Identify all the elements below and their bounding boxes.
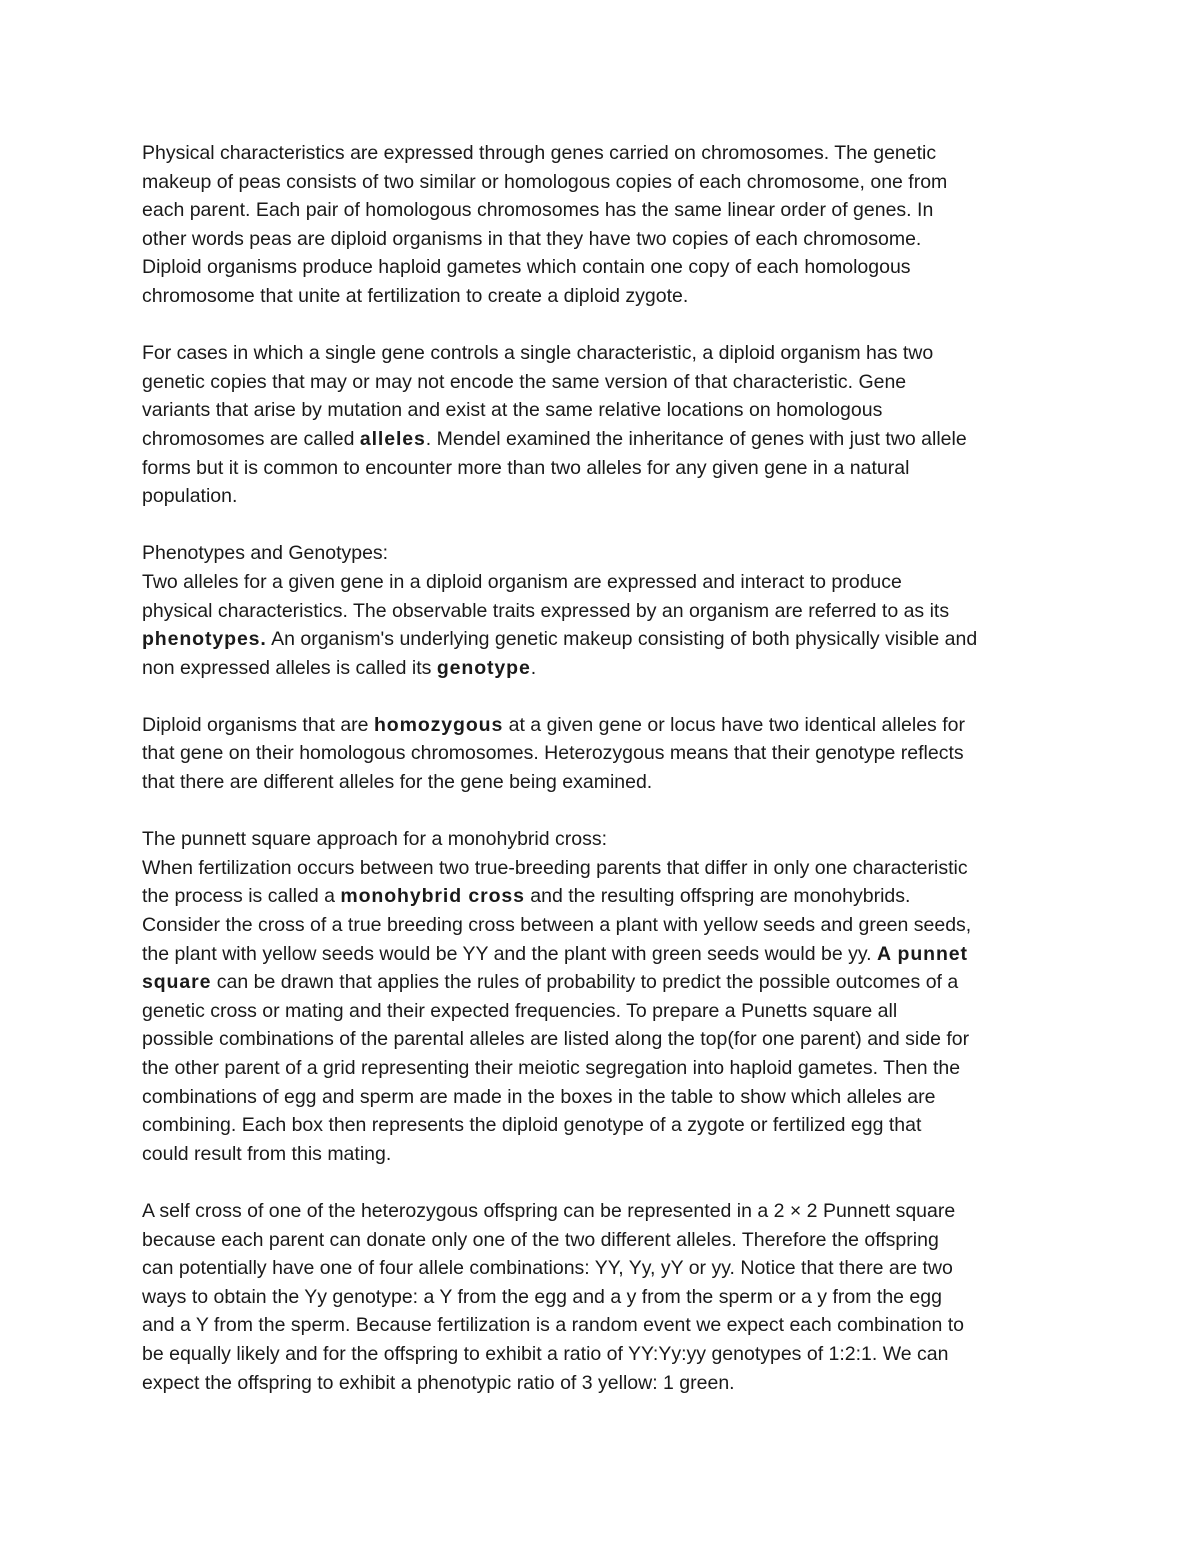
text-line xyxy=(142,568,1072,597)
text-line xyxy=(142,139,1072,168)
paragraph xyxy=(142,139,1072,311)
text-line xyxy=(142,625,1072,654)
bold-term: homozygous xyxy=(373,713,504,736)
text-line xyxy=(142,1111,1072,1140)
text-run: Two alleles for a given gene in a diploid organism are expressed and interact to produce xyxy=(142,570,902,593)
text-run: . Mendel examined the inheritance of genes with just two allele xyxy=(425,427,967,450)
text-run: the process is called a xyxy=(142,885,341,908)
text-run: each parent. Each pair of homologous chromosomes has the same linear order of genes. In xyxy=(142,199,934,222)
text-line xyxy=(142,825,1072,854)
text-line xyxy=(142,1226,1072,1255)
text-run: possible combinations of the parental alleles are listed along the top(for one parent) and side for xyxy=(142,1028,970,1051)
text-line xyxy=(142,911,1072,940)
text-run: could result from this mating. xyxy=(142,1142,392,1165)
bold-term: genotype xyxy=(436,656,531,679)
text-line xyxy=(142,882,1072,911)
text-run: chromosomes are called xyxy=(142,427,360,450)
text-run: physical characteristics. The observable traits expressed by an organism are referred to as its xyxy=(142,599,950,622)
text-run: and a Y from the sperm. Because fertilization is a random event we expect each combination to xyxy=(142,1314,964,1337)
text-run: When fertilization occurs between two true-breeding parents that differ in only one characteristic xyxy=(142,856,968,879)
text-run: can potentially have one of four allele combinations: YY, Yy, yY or yy. Notice that there are two xyxy=(142,1257,953,1280)
paragraph xyxy=(142,711,1072,797)
text-line xyxy=(142,768,1072,797)
text-run: genetic cross or mating and their expected frequencies. To prepare a Punetts square all xyxy=(142,999,898,1022)
text-run: expect the offspring to exhibit a phenotypic ratio of 3 yellow: 1 green. xyxy=(142,1371,735,1394)
text-line xyxy=(142,1140,1072,1169)
text-line xyxy=(142,1311,1072,1340)
text-run: Physical characteristics are expressed through genes carried on chromosomes. The genetic xyxy=(142,142,937,164)
text-line xyxy=(142,253,1072,282)
text-run: . xyxy=(530,656,537,679)
text-line xyxy=(142,997,1072,1026)
text-run: at a given gene or locus have two identical alleles for xyxy=(503,713,965,736)
text-line xyxy=(142,482,1072,511)
text-run: Diploid organisms produce haploid gametes which contain one copy of each homologous xyxy=(142,256,911,279)
text-run: genetic copies that may or may not encode the same version of that characteristic. Gene xyxy=(142,370,907,393)
text-run: the other parent of a grid representing their meiotic segregation into haploid gametes. Then the xyxy=(142,1057,961,1079)
text-line xyxy=(142,396,1072,425)
text-line xyxy=(142,968,1072,997)
bold-term: A punnet xyxy=(876,942,968,965)
text-line xyxy=(142,196,1072,225)
text-run: forms but it is common to encounter more than two alleles for any given gene in a natural xyxy=(142,456,910,479)
text-run: Phenotypes and Genotypes: xyxy=(142,542,389,565)
text-line xyxy=(142,597,1072,626)
text-run: Consider the cross of a true breeding cross between a plant with yellow seeds and green seeds, xyxy=(142,914,972,937)
text-run: ways to obtain the Yy genotype: a Y from the egg and a y from the sperm or a y from the egg xyxy=(142,1285,942,1308)
bold-term: monohybrid cross xyxy=(340,885,525,908)
text-run: variants that arise by mutation and exist at the same relative locations on homologous xyxy=(142,399,883,422)
text-run: combinations of egg and sperm are made in the boxes in the table to show which alleles are xyxy=(142,1085,936,1108)
text-line xyxy=(142,854,1072,883)
paragraph xyxy=(142,339,1072,511)
bold-term: alleles xyxy=(359,427,426,450)
paragraph xyxy=(142,539,1072,682)
paragraph xyxy=(142,825,1072,1168)
text-run: For cases in which a single gene controls a single characteristic, a diploid organism has two xyxy=(142,342,934,365)
text-line xyxy=(142,1369,1072,1398)
text-run: that there are different alleles for the gene being examined. xyxy=(142,771,653,794)
text-run: because each parent can donate only one of the two different alleles. Therefore the offspring xyxy=(142,1228,939,1251)
paragraph xyxy=(142,1197,1072,1397)
text-line xyxy=(142,1340,1072,1369)
text-line xyxy=(142,1025,1072,1054)
text-line xyxy=(142,425,1072,454)
text-run: be equally likely and for the offspring to exhibit a ratio of YY:Yy:yy genotypes of 1:2:1. We can xyxy=(142,1342,949,1365)
text-line xyxy=(142,168,1072,197)
text-run: population. xyxy=(142,485,238,508)
document-page xyxy=(142,139,1072,1426)
bold-term: phenotypes. xyxy=(142,628,267,651)
text-line xyxy=(142,1254,1072,1283)
text-run: other words peas are diploid organisms in that they have two copies of each chromosome. xyxy=(142,227,922,250)
text-run: A self cross of one of the heterozygous offspring can be represented in a 2 × 2 Punnett square xyxy=(142,1199,956,1222)
text-line xyxy=(142,1197,1072,1226)
text-line xyxy=(142,454,1072,483)
text-line xyxy=(142,1054,1072,1083)
text-run: the plant with yellow seeds would be YY and the plant with green seeds would be yy. xyxy=(142,942,877,965)
text-run: can be drawn that applies the rules of probability to predict the possible outcomes of a xyxy=(211,971,959,994)
text-line xyxy=(142,368,1072,397)
text-line xyxy=(142,1083,1072,1112)
text-line xyxy=(142,225,1072,254)
text-run: Diploid organisms that are xyxy=(142,713,374,736)
text-run: combining. Each box then represents the diploid genotype of a zygote or fertilized egg that xyxy=(142,1114,922,1137)
text-line xyxy=(142,739,1072,768)
text-line xyxy=(142,539,1072,568)
text-line xyxy=(142,1283,1072,1312)
bold-term: square xyxy=(142,971,212,994)
text-run: and the resulting offspring are monohybrids. xyxy=(524,885,911,908)
text-run: makeup of peas consists of two similar or homologous copies of each chromosome, one from xyxy=(142,170,948,193)
text-run: chromosome that unite at fertilization to create a diploid zygote. xyxy=(142,284,689,307)
text-line xyxy=(142,282,1072,311)
text-run: non expressed alleles is called its xyxy=(142,656,437,679)
text-run: An organism's underlying genetic makeup consisting of both physically visible and xyxy=(266,628,978,651)
text-line xyxy=(142,654,1072,683)
text-run: that gene on their homologous chromosomes. Heterozygous means that their genotype reflects xyxy=(142,742,964,765)
text-run: The punnett square approach for a monohybrid cross: xyxy=(142,828,608,851)
text-line xyxy=(142,711,1072,740)
text-line xyxy=(142,940,1072,969)
text-line xyxy=(142,339,1072,368)
